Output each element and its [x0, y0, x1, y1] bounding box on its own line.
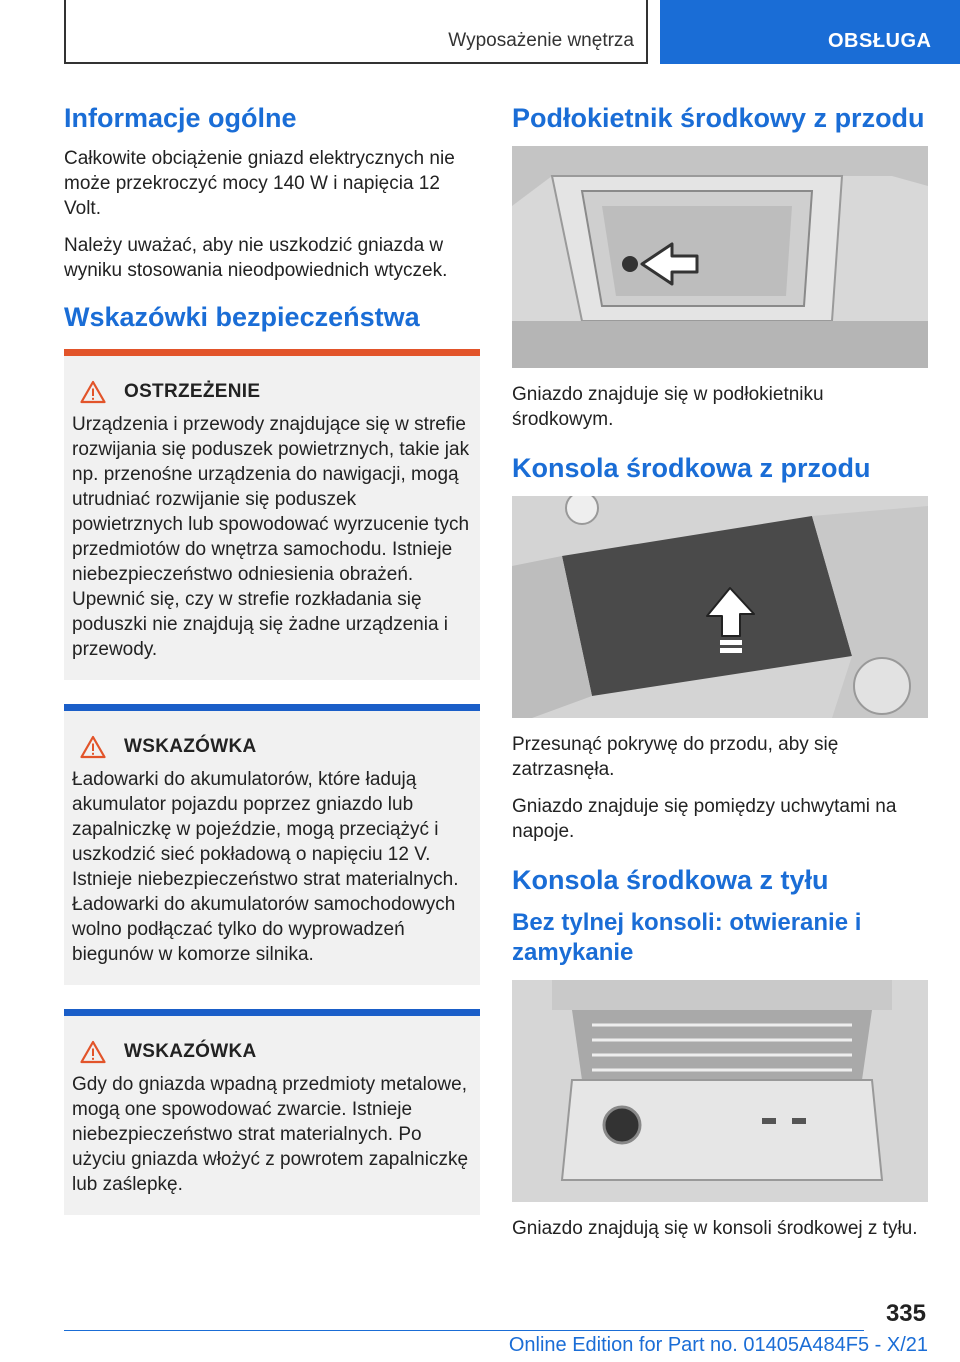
note-text: Ładowarki do akumulatorów, które ładują akumulator pojazdu poprzez gniazdo lub zapalniczkę w pojeździe, mogą przeciążyć i uszkodzić sieć pokładową o napięciu 12 V. Istnieje niebezpieczeństwo strat materialnych. Ładowarki do akumulatorów samochodowych wolno podłączać tylko do wyprowadzeń biegunów w komorze silnika. — [72, 769, 459, 965]
paragraph-armrest: Gniazdo znajduje się w podłokietniku środkowym. — [512, 384, 824, 430]
warning-triangle-icon — [80, 1040, 106, 1064]
heading-console-rear: Konsola środkowa z tyłu — [512, 865, 829, 895]
right-column — [512, 100, 928, 1253]
note-header — [80, 735, 472, 759]
header-tab[interactable] — [660, 0, 960, 64]
note-label: WSKAZÓWKA — [124, 736, 257, 757]
note-label: OSTRZEŻENIE — [124, 381, 261, 402]
warning-triangle-icon — [80, 735, 106, 759]
heading-console-front: Konsola środkowa z przodu — [512, 453, 871, 483]
page-number: 335 — [885, 1300, 926, 1327]
paragraph-console-rear: Gniazdo znajdują się w konsoli środkowej z tyłu. — [512, 1218, 918, 1239]
console-front-image — [512, 496, 928, 718]
warning-triangle-icon — [80, 380, 106, 404]
header-section-title: Wyposażenie wnętrza — [448, 30, 634, 51]
note-header — [80, 380, 472, 404]
note-hint-1 — [64, 704, 480, 985]
note-header — [80, 1040, 472, 1064]
note-hint-2 — [64, 1009, 480, 1215]
footer-edition: Online Edition for Part no. 01405A484F5 - X/21 — [508, 1334, 928, 1356]
note-label: WSKAZÓWKA — [124, 1041, 257, 1062]
note-text: Gdy do gniazda wpadną przedmioty metalowe, mogą one spowodować zwarcie. Istnieje niebezpieczeństwo strat materialnych. Po użyciu gniazda włożyć z powrotem zapalniczkę lub zaślepkę. — [72, 1074, 469, 1195]
heading-safety: Wskazówki bezpieczeństwa — [64, 302, 420, 332]
paragraph-console-front-1: Przesunąć pokrywę do przodu, aby się zatrzasnęła. — [512, 734, 839, 780]
heading-armrest: Podłokietnik środkowy z przodu — [512, 103, 925, 133]
paragraph-general-2: Należy uważać, aby nie uszkodzić gniazda w wyniku stosowania nieodpowiednich wtyczek. — [64, 235, 448, 281]
note-warning — [64, 349, 480, 680]
console-rear-image — [512, 980, 928, 1202]
header-tab-label: OBSŁUGA — [828, 30, 932, 52]
footer-rule — [64, 1330, 864, 1331]
armrest-image — [512, 146, 928, 368]
note-text: Urządzenia i przewody znajdujące się w strefie rozwijania się poduszek powietrznych, takie jak np. przenośne urządzenia do nawigacji, mogą utrudniać rozwijanie się poduszek powietrznych lub spowodować wyrzucenie tych przedmiotów do wnętrza samochodu. Istnieje niebezpieczeństwo odniesienia obrażeń. Upewnić się, czy w strefie rozkładania się poduszki nie znajdują się żadne urządzenia i przewody. — [72, 414, 470, 660]
paragraph-console-front-2: Gniazdo znajduje się pomiędzy uchwytami na napoje. — [512, 796, 897, 842]
header-section-box — [64, 0, 648, 64]
left-column — [64, 100, 480, 1239]
paragraph-general-1: Całkowite obciążenie gniazd elektrycznych nie może przekroczyć mocy 140 W i napięcia 12 Volt. — [64, 148, 455, 219]
heading-general: Informacje ogólne — [64, 103, 297, 133]
subheading-no-rear-console: Bez tylnej konsoli: otwieranie i zamykanie — [512, 909, 862, 966]
